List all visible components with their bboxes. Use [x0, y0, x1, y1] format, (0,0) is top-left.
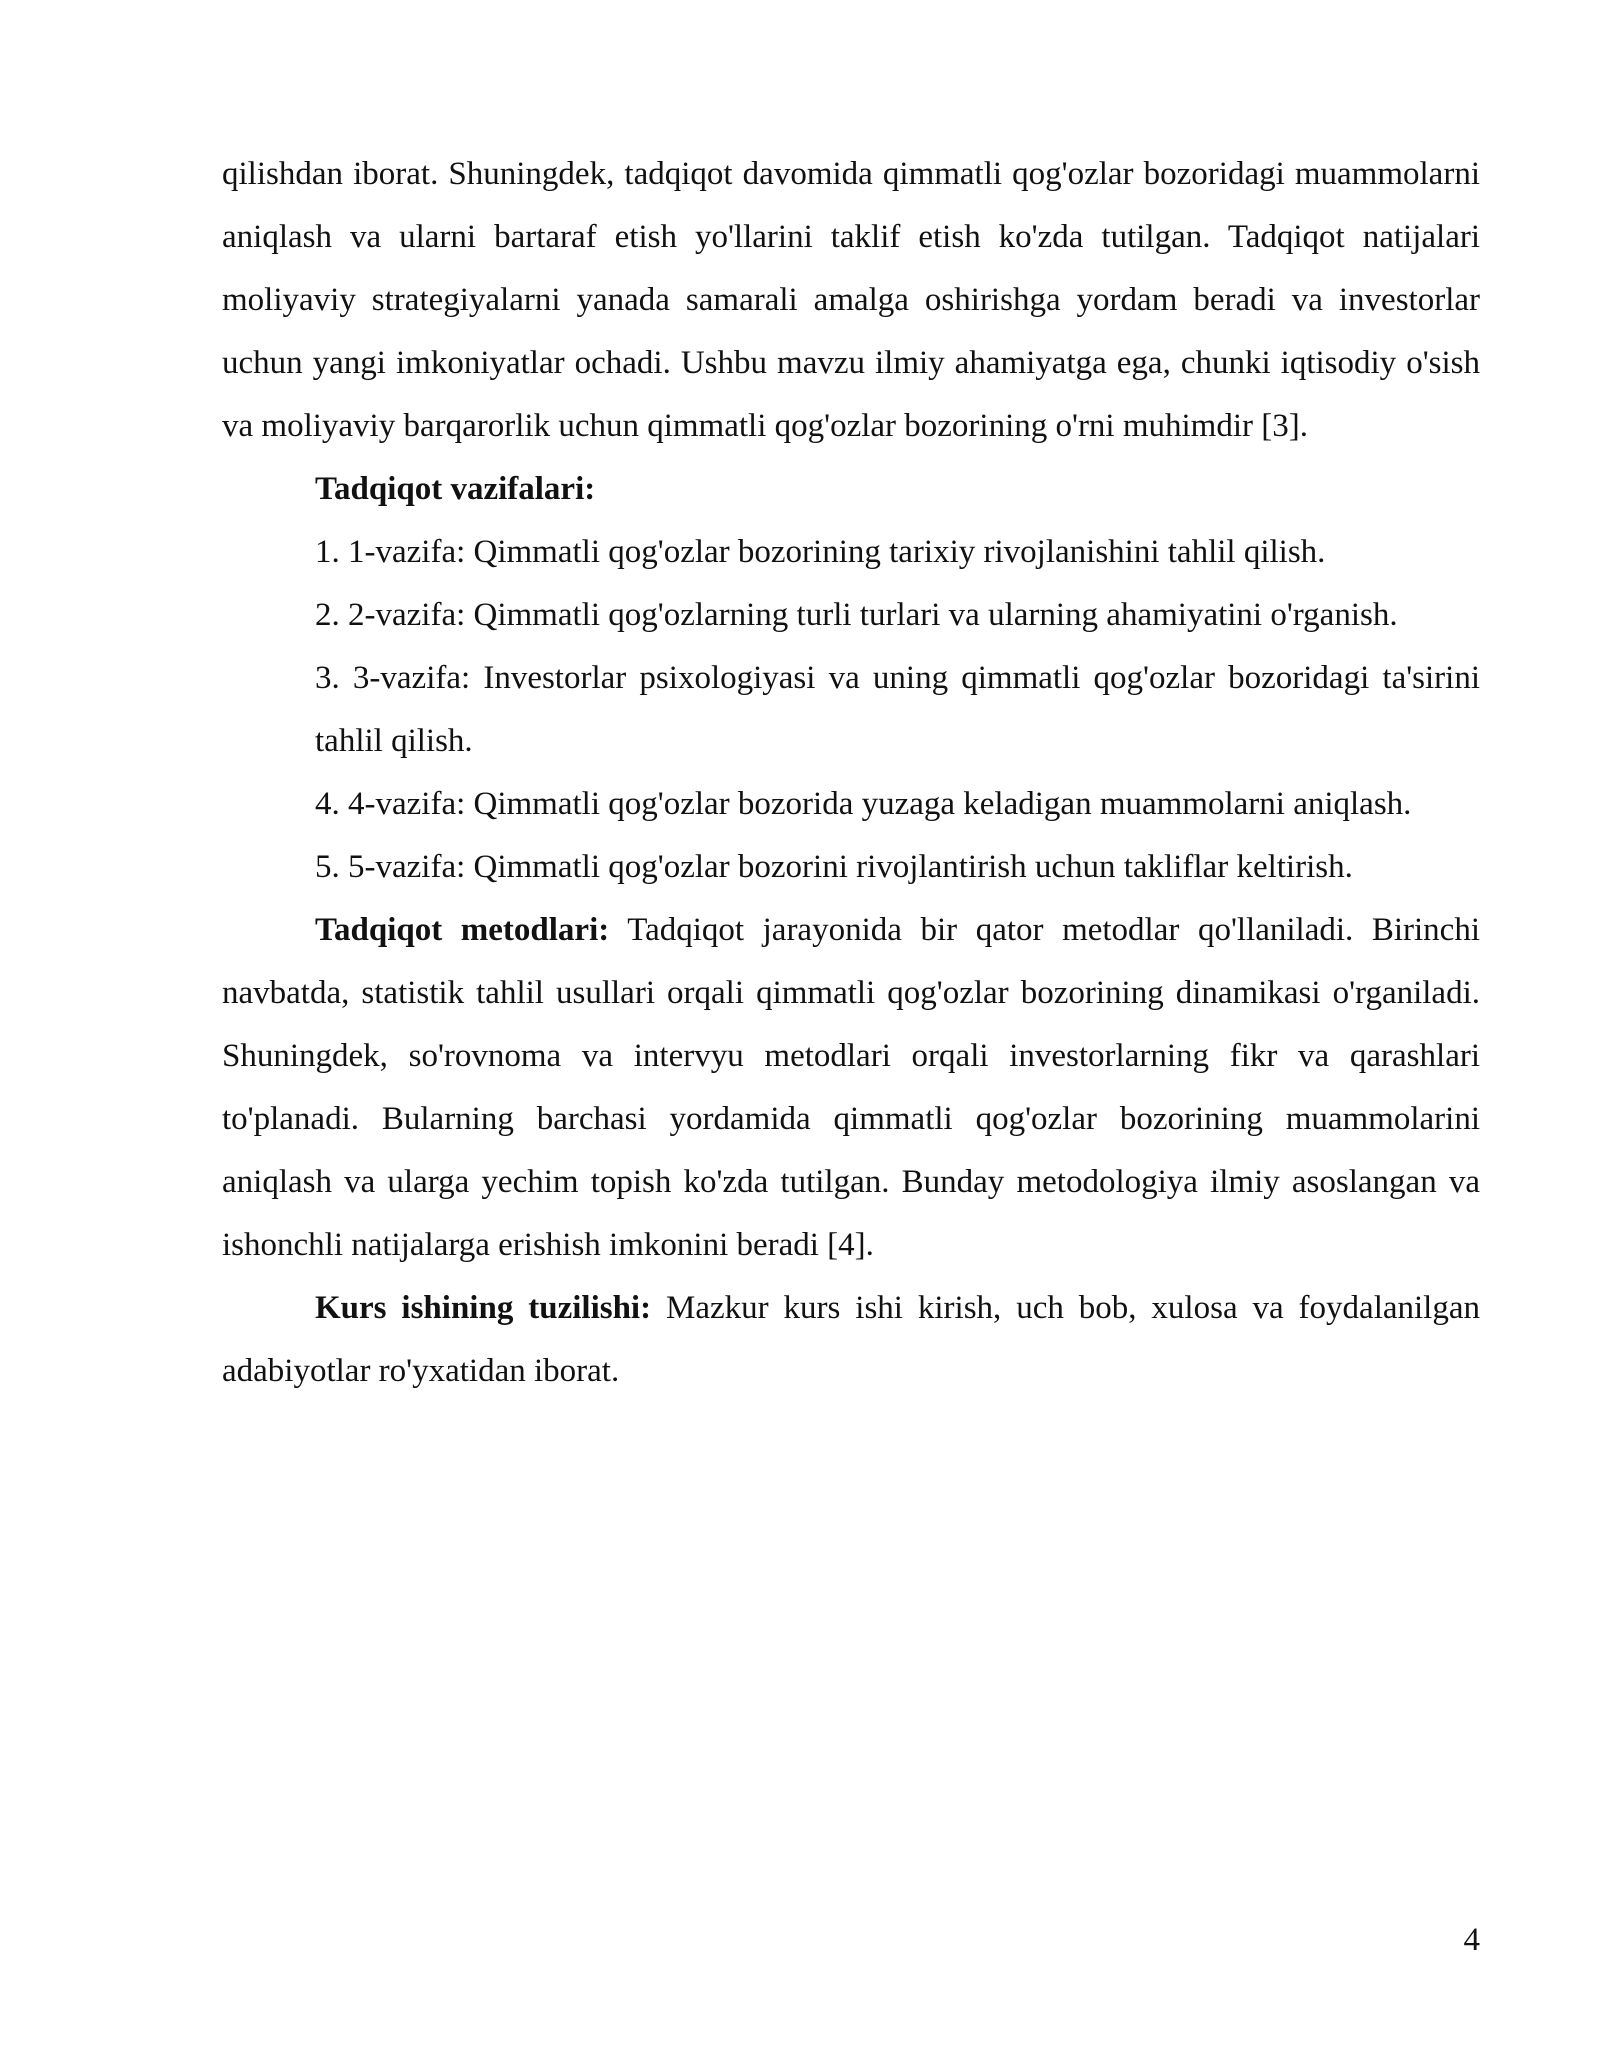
structure-label: Kurs ishining tuzilishi:	[315, 1290, 652, 1326]
structure-text: Mazkur kurs ishi kirish, uch bob, xulosa va foydalanilgan adabiyotlar ro'yxatidan iborat.	[222, 1290, 1480, 1389]
task-item-5: 5. 5-vazifa: Qimmatli qog'ozlar bozorini rivojlantirish uchun takliflar keltirish.	[315, 849, 1353, 885]
page-content	[222, 143, 1480, 1403]
task-item-1: 1. 1-vazifa: Qimmatli qog'ozlar bozorining tarixiy rivojlanishini tahlil qilish.	[315, 534, 1326, 570]
task-item-4: 4. 4-vazifa: Qimmatli qog'ozlar bozorida yuzaga keladigan muammolarni aniqlash.	[315, 786, 1412, 822]
tasks-heading: Tadqiqot vazifalari:	[315, 471, 596, 507]
methods-paragraph	[222, 899, 1480, 1277]
task-item-3: 3. 3-vazifa: Investorlar psixologiyasi va uning qimmatli qog'ozlar bozoridagi ta'sirini tahlil qilish.	[315, 660, 1480, 759]
page-number: 4	[1463, 1922, 1480, 1958]
task-item-2: 2. 2-vazifa: Qimmatli qog'ozlarning turli turlari va ularning ahamiyatini o'rganish.	[315, 597, 1398, 633]
methods-text: Tadqiqot jarayonida bir qator metodlar qo'llaniladi. Birinchi navbatda, statistik tahlil usullari orqali qimmatli qog'ozlar bozorining dinamikasi o'rganiladi. Shuningdek, so'rovnoma va intervyu metodlari orqali investorlarning fikr va qarashlari to'planadi. Bularning barchasi yordamida qimmatli qog'ozlar bozorining muammolarini aniqlash va ularga yechim topish ko'zda tutilgan. Bunday metodologiya ilmiy asoslangan va ishonchli natijalarga erishish imkonini beradi [4].	[222, 912, 1480, 1263]
methods-label: Tadqiqot metodlari:	[315, 912, 610, 948]
intro-paragraph: qilishdan iborat. Shuningdek, tadqiqot davomida qimmatli qog'ozlar bozoridagi muammolarni aniqlash va ularni bartaraf etish yo'llarini taklif etish ko'zda tutilgan. Tadqiqot natijalari moliyaviy strategiyalarni yanada samarali amalga oshirishga yordam beradi va investorlar uchun yangi imkoniyatlar ochadi. Ushbu mavzu ilmiy ahamiyatga ega, chunki iqtisodiy o'sish va moliyaviy barqarorlik uchun qimmatli qog'ozlar bozorining o'rni muhimdir [3].	[222, 156, 1480, 444]
structure-paragraph	[222, 1277, 1480, 1403]
